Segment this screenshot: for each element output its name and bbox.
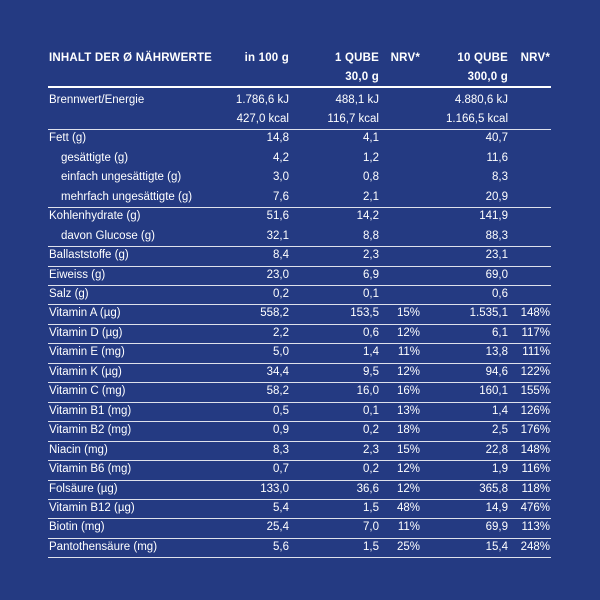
row-value-v10: 88,3 <box>485 229 508 242</box>
row-label: Vitamin E (mg) <box>49 346 125 359</box>
row-value-nrv1: 18% <box>396 424 420 437</box>
row-value-nrv10: 155% <box>520 385 550 398</box>
header-divider <box>48 86 551 88</box>
row-value-v10: 6,1 <box>492 326 508 339</box>
row-value-nrv1: 12% <box>396 326 420 339</box>
row-value-v1: 9,5 <box>363 365 379 378</box>
header-1-qube-weight: 30,0 g <box>345 71 379 83</box>
row-divider <box>48 460 551 461</box>
row-value-v10: 94,6 <box>485 365 508 378</box>
row-label: Vitamin B6 (mg) <box>49 463 132 476</box>
row-value-nrv10: 113% <box>521 521 550 534</box>
row-value-v100: 5,4 <box>273 501 289 514</box>
row-value-nrv10: 122% <box>520 365 550 378</box>
row-value-v100: 32,1 <box>266 229 289 242</box>
row-value-v1: 1,5 <box>363 540 379 553</box>
row-label: Vitamin B1 (mg) <box>49 404 132 417</box>
row-value-v10: 160,1 <box>479 385 508 398</box>
header-nrv-10: NRV* <box>520 52 550 64</box>
row-value-v10: 11,6 <box>486 151 508 164</box>
row-value-v1: 2,3 <box>363 249 379 262</box>
row-value-nrv1: 48% <box>396 501 420 514</box>
row-value-nrv10: 118% <box>521 482 550 495</box>
row-label: Biotin (mg) <box>49 521 105 534</box>
row-label: Eiweiss (g) <box>49 268 106 281</box>
row-value-v1: 116,7 kcal <box>327 112 379 125</box>
row-label: einfach ungesättigte (g) <box>61 171 182 184</box>
row-value-v10: 8,3 <box>492 171 508 184</box>
row-value-v10: 13,8 <box>485 346 508 359</box>
row-value-nrv10: 116% <box>521 463 550 476</box>
row-value-nrv10: 117% <box>521 326 550 339</box>
row-label: Ballaststoffe (g) <box>49 249 129 262</box>
row-value-v100: 2,2 <box>273 326 289 339</box>
row-divider <box>48 382 551 383</box>
row-value-v100: 51,6 <box>266 210 289 223</box>
row-divider <box>48 246 551 247</box>
row-value-v100: 0,7 <box>273 463 289 476</box>
row-value-v100: 8,3 <box>273 443 289 456</box>
row-value-v10: 1.166,5 kcal <box>445 112 508 125</box>
row-value-v100: 0,5 <box>273 404 289 417</box>
row-value-v1: 153,5 <box>350 307 379 320</box>
row-value-v1: 0,6 <box>363 326 379 339</box>
row-value-nrv1: 13% <box>396 404 420 417</box>
row-divider <box>48 441 551 442</box>
row-value-v10: 1,9 <box>492 463 508 476</box>
row-value-v10: 1.535,1 <box>469 307 508 320</box>
row-value-v10: 4.880,6 kJ <box>454 93 508 106</box>
row-label: Vitamin B2 (mg) <box>49 424 132 437</box>
row-value-v100: 1.786,6 kJ <box>235 93 289 106</box>
row-label: Pantothensäure (mg) <box>49 540 158 553</box>
row-value-nrv10: 176% <box>520 424 550 437</box>
row-value-v100: 14,8 <box>266 132 289 145</box>
row-value-v10: 40,7 <box>485 132 508 145</box>
row-value-v100: 0,2 <box>273 288 289 300</box>
row-value-v1: 1,2 <box>363 151 379 164</box>
header-10-qube-weight: 300,0 g <box>467 71 508 83</box>
row-divider <box>48 304 551 305</box>
row-label: mehrfach ungesättigte (g) <box>61 190 193 203</box>
row-label: Salz (g) <box>49 288 89 300</box>
row-divider <box>48 557 551 558</box>
row-label: Vitamin B12 (µg) <box>49 501 135 514</box>
row-value-v1: 1,5 <box>363 501 379 514</box>
row-value-v10: 22,8 <box>485 443 508 456</box>
row-divider <box>48 421 551 422</box>
row-value-v100: 558,2 <box>260 307 289 320</box>
row-value-v10: 365,8 <box>479 482 508 495</box>
header-per-100g: in 100 g <box>244 52 289 64</box>
row-divider <box>48 285 551 286</box>
row-label: Vitamin C (mg) <box>49 385 126 398</box>
row-value-v10: 0,6 <box>492 288 508 300</box>
row-label: Niacin (mg) <box>49 443 108 456</box>
row-value-v100: 7,6 <box>273 190 289 203</box>
row-value-v1: 0,1 <box>363 404 379 417</box>
row-value-v100: 427,0 kcal <box>236 112 289 125</box>
row-value-v1: 0,1 <box>363 288 379 300</box>
row-value-v10: 1,4 <box>492 404 508 417</box>
row-value-nrv1: 15% <box>396 443 420 456</box>
row-value-v100: 4,2 <box>273 151 289 164</box>
row-divider <box>48 402 551 403</box>
row-divider <box>48 129 551 130</box>
row-divider <box>48 499 551 500</box>
row-value-nrv1: 11% <box>397 346 420 359</box>
row-value-nrv1: 11% <box>397 521 420 534</box>
row-divider <box>48 207 551 208</box>
row-value-nrv10: 148% <box>520 443 550 456</box>
row-value-v100: 23,0 <box>266 268 289 281</box>
row-value-nrv10: 111% <box>522 346 550 359</box>
row-value-v1: 2,1 <box>363 190 379 203</box>
row-value-v1: 14,2 <box>356 210 379 223</box>
row-divider <box>48 363 551 364</box>
row-value-v1: 7,0 <box>363 521 379 534</box>
row-value-v1: 488,1 kJ <box>335 93 379 106</box>
row-value-v100: 5,0 <box>273 346 289 359</box>
row-value-v1: 16,0 <box>356 385 379 398</box>
row-divider <box>48 266 551 267</box>
row-value-nrv1: 12% <box>396 463 420 476</box>
row-value-nrv1: 25% <box>396 540 420 553</box>
row-value-nrv1: 12% <box>396 482 420 495</box>
row-value-v10: 20,9 <box>485 190 508 203</box>
row-value-v100: 58,2 <box>266 385 289 398</box>
row-value-v1: 0,2 <box>363 424 379 437</box>
row-value-nrv1: 15% <box>396 307 420 320</box>
row-label: gesättigte (g) <box>61 151 129 164</box>
row-value-v10: 141,9 <box>479 210 508 223</box>
header-1-qube: 1 QUBE <box>334 52 379 64</box>
row-value-v10: 23,1 <box>485 249 508 262</box>
row-value-v100: 0,9 <box>273 424 289 437</box>
row-label: Vitamin D (µg) <box>49 326 123 339</box>
header-nrv-1: NRV* <box>390 52 420 64</box>
row-value-v1: 36,6 <box>356 482 379 495</box>
row-value-v100: 133,0 <box>260 482 289 495</box>
row-value-v100: 25,4 <box>266 521 289 534</box>
row-label: Vitamin A (µg) <box>49 307 121 320</box>
row-value-v1: 1,4 <box>363 346 379 359</box>
row-label: Kohlenhydrate (g) <box>49 210 141 223</box>
row-value-v1: 0,2 <box>363 463 379 476</box>
row-value-v1: 6,9 <box>363 268 379 281</box>
row-value-v1: 8,8 <box>363 229 379 242</box>
row-value-v10: 2,5 <box>492 424 508 437</box>
row-value-v10: 69,0 <box>485 268 508 281</box>
row-divider <box>48 518 551 519</box>
row-value-v100: 8,4 <box>273 249 289 262</box>
row-value-v10: 14,9 <box>485 501 508 514</box>
row-value-nrv10: 476% <box>520 501 550 514</box>
row-value-nrv1: 16% <box>396 385 420 398</box>
row-value-v100: 5,6 <box>273 540 289 553</box>
row-value-nrv10: 148% <box>520 307 550 320</box>
row-value-nrv1: 12% <box>396 365 420 378</box>
row-label: Brennwert/Energie <box>49 93 145 106</box>
row-value-v10: 15,4 <box>485 540 508 553</box>
row-value-v1: 0,8 <box>363 171 379 184</box>
row-divider <box>48 324 551 325</box>
row-value-v1: 4,1 <box>363 132 379 145</box>
row-label: davon Glucose (g) <box>61 229 155 242</box>
row-value-v1: 2,3 <box>363 443 379 456</box>
row-value-nrv10: 126% <box>520 404 550 417</box>
row-value-v100: 3,0 <box>273 171 289 184</box>
table-title: INHALT DER Ø NÄHRWERTE <box>49 52 213 64</box>
row-label: Fett (g) <box>49 132 87 145</box>
row-value-v10: 69,9 <box>485 521 508 534</box>
row-divider <box>48 480 551 481</box>
row-label: Folsäure (µg) <box>49 482 118 495</box>
row-value-v100: 34,4 <box>266 365 289 378</box>
row-value-nrv10: 248% <box>520 540 550 553</box>
header-10-qube: 10 QUBE <box>457 52 508 64</box>
row-label: Vitamin K (µg) <box>49 365 122 378</box>
row-divider <box>48 343 551 344</box>
row-divider <box>48 538 551 539</box>
